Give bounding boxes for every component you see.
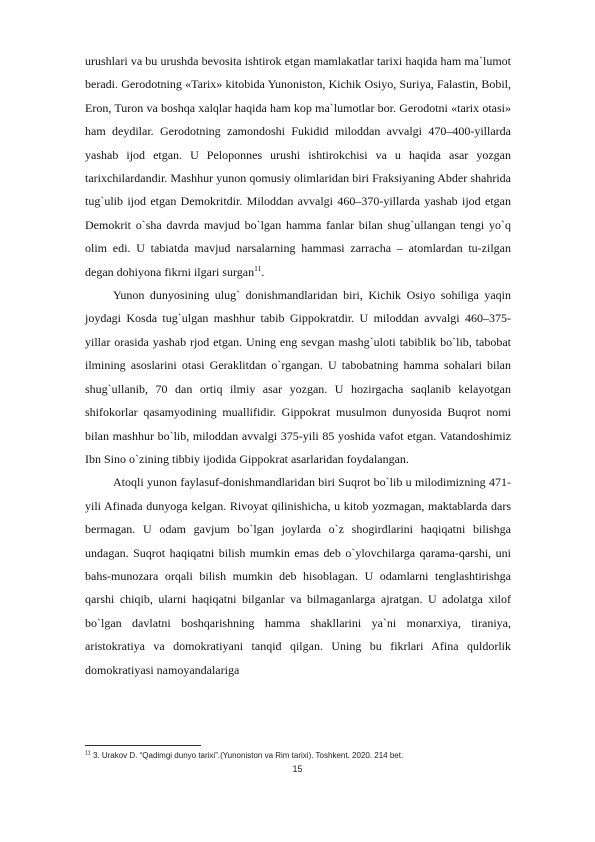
paragraph-gerodot-demokrit — [85, 50, 511, 284]
document-body — [85, 50, 511, 682]
paragraph-end-punctuation: . — [261, 264, 265, 279]
footnote-reference[interactable]: 11 — [254, 263, 262, 273]
paragraph-text: Yunon dunyosining ulug` donishmandlaridan biri, Kichik Osiyo sohiliga yaqin joydagi Kosda tug`ulgan mashhur tabib Gippokratdir. U miloddan avvalgi 460–375-yillar orasida yashab rjod etgan. Uning eng sevgan mashg`uloti tabiblik bo`lib, tabobat ilmining asoslarini otasi Geraklitdan o`rgangan. U tabobatning hamma sohalari bilan shug`ullanib, 70 dan ortiq ilmiy asar yozgan. U hozirgacha saqlanib kelayotgan shifokorlar qasamyodining muallifidir. Gippokrat musulmon dunyosida Buqrot nomi bilan mashhur bo`lib, miloddan avvalgi 375-yili 85 yoshida vafot etgan. Vatandoshimiz Ibn Sino o`zining tibbiy ijodida Gippokrat asarlaridan foydalangan. — [85, 288, 511, 466]
footnote-number: 11 — [85, 750, 91, 757]
page-number: 15 — [292, 764, 303, 774]
paragraph-text: urushlari va bu urushda bevosita ishtirok etgan mamlakatlar tarixi haqida ham ma`lumot beradi. Gerodotning «Tarix» kitobida Yunoniston, Kichik Osiyo, Suriya, Falastin, Bobil, Eron, Turon va boshqa xalqlar haqida ham kop ma`lumotlar bor. Gerodotni «tarix otasi» ham deydilar. Gerodotning zamondoshi Fukidid miloddan avvalgi 470–400-yillarda yashab ijod etgan. U Peloponnes urushi ishtirokchisi va u haqida asar yozgan tarixchilardandir. Mashhur yunon qomusiy olimlaridan biri Fraksiyaning Abder shahrida tug`ulib ijod etgan Demokritdir. Miloddan avvalgi 460–370-yillarda yashab ijod etgan Demokrit o`sha davrda mavjud bo`lgan hamma fanlar bilan shug`ullangan tengi yo`q olim edi. U tabiatda mavjud narsalarning hammasi zarracha – atomlardan tu-zilgan degan dohiyona fikrni ilgari surgan — [85, 54, 511, 279]
paragraph-suqrot — [85, 471, 511, 682]
paragraph-text: Atoqli yunon faylasuf-donishmandlaridan biri Suqrot bo`lib u milodimizning 471-yili Afinada dunyoga kelgan. Rivoyat qilinishicha, u kitob yozmagan, maktablarda dars bermagan. U odam gavjum bo`lgan joylarda o`z shogirdlarini haqiqatni bilishga undagan. Suqrot haqiqatni bilish mumkin emas deb o`ylovchilarga qarama-qarshi, uni bahs-munozara orqali bilish mumkin deb hisoblagan. U odamlarni tenglashtirishga qarshi chiqib, ularni haqiqatni bilganlar va bilmaganlarga ajratgan. U adolatga xilof bo`lgan davlatni boshqarishning hamma shakllarini ya`ni monarxiya, tiraniya, aristokratiya va domokratiyani tanqid qilgan. Uning bu fikrlari Afina quldorlik domokratiyasi namoyandalariga — [85, 475, 511, 677]
footnote-text: 3. Urakov D. “Qadimgi dunyo tarixi”.(Yunoniston va Rim tarixi). Toshkent. 2020. 214 bet. — [90, 751, 404, 760]
paragraph-gippokrat — [85, 284, 511, 471]
footnote-divider — [85, 745, 201, 746]
footnote — [85, 750, 515, 761]
